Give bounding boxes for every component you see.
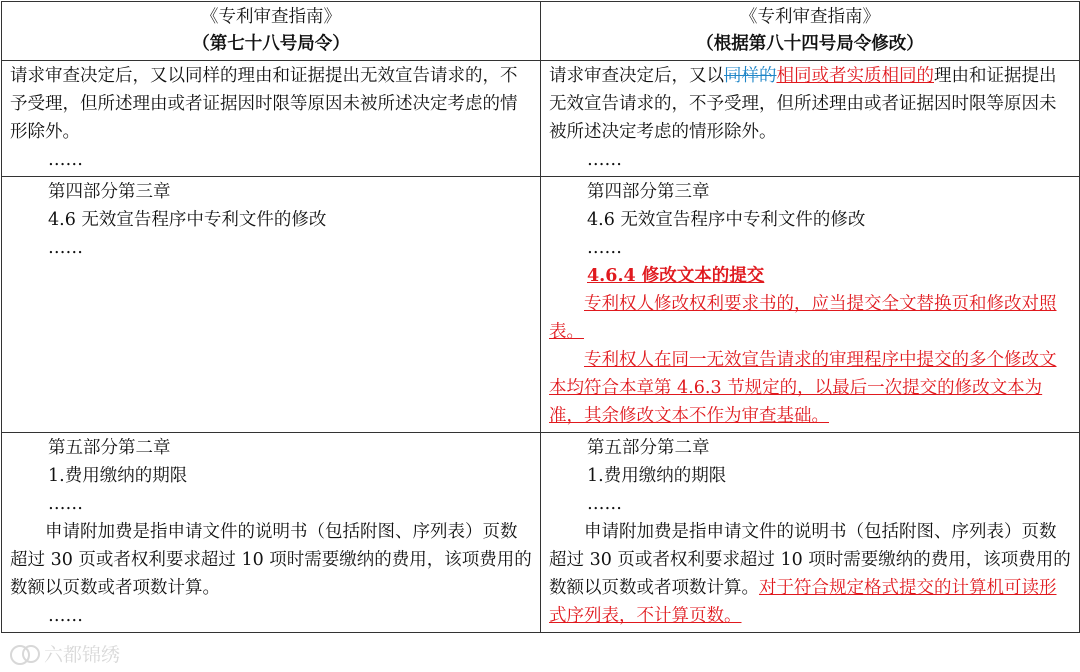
right-cell-row1 bbox=[541, 61, 1080, 177]
watermark bbox=[10, 640, 120, 666]
right-cell-row3 bbox=[541, 433, 1080, 633]
right-row3-text: 申请附加费是指申请文件的说明书（包括附图、序列表）页数超过 30 页或者权利要求超过 10 项时需要缴纳的费用，该项费用的数额以页数或者项数计算。 bbox=[549, 522, 1071, 598]
left-cell-row3 bbox=[2, 433, 541, 633]
table-row bbox=[2, 61, 1080, 177]
left-row2-ellipsis: …… bbox=[48, 238, 83, 258]
header-row bbox=[2, 2, 1080, 61]
watermark-logo-icon bbox=[10, 643, 40, 663]
new-paragraph-2: 专利权人在同一无效宣告请求的审理程序中提交的多个修改文本均符合本章第 4.6.3 节规定的，以最后一次提交的修改文本为准，其余修改文本不作为审查基础。 bbox=[549, 350, 1057, 426]
inserted-text: 相同或者实质相同的 bbox=[776, 66, 934, 86]
left-cell-row2 bbox=[2, 177, 541, 433]
table-row bbox=[2, 177, 1080, 433]
comparison-table bbox=[1, 1, 1080, 633]
left-row3-ellipsis-2: …… bbox=[48, 606, 83, 626]
new-section-heading: 4.6.4 修改文本的提交 bbox=[587, 266, 765, 286]
right-row2-ellipsis: …… bbox=[587, 238, 622, 258]
right-row1-post: 理由和证据提出无效宣告请求的，不予受理，但所述理由或者证据因时限等原因未被所述决定考虑的情形除外。 bbox=[549, 66, 1057, 142]
left-row2-section: 4.6 无效宣告程序中专利文件的修改 bbox=[48, 210, 327, 230]
right-row3-paragraph bbox=[549, 518, 1071, 630]
right-cell-row2 bbox=[541, 177, 1080, 433]
left-row2-part: 第四部分第三章 bbox=[48, 182, 171, 202]
left-row1-ellipsis: …… bbox=[48, 150, 83, 170]
table-row bbox=[2, 433, 1080, 633]
right-row3-part: 第五部分第二章 bbox=[587, 438, 710, 458]
left-cell-row1 bbox=[2, 61, 541, 177]
right-row1-ellipsis: …… bbox=[587, 150, 622, 170]
left-row3-section: 1.费用缴纳的期限 bbox=[48, 466, 188, 486]
right-header bbox=[541, 2, 1080, 61]
right-row3-ellipsis: …… bbox=[587, 494, 622, 514]
right-header-subtitle: （根据第八十四号局令修改） bbox=[696, 34, 924, 54]
right-row1-text bbox=[549, 62, 1071, 146]
left-row3-part: 第五部分第二章 bbox=[48, 438, 171, 458]
new-paragraph-1: 专利权人修改权利要求书的，应当提交全文替换页和修改对照表。 bbox=[549, 294, 1057, 342]
left-row1-text: 请求审查决定后，又以同样的理由和证据提出无效宣告请求的，不予受理，但所述理由或者证据因时限等原因未被所述决定考虑的情形除外。 bbox=[10, 66, 518, 142]
left-header bbox=[2, 2, 541, 61]
right-row3-section: 1.费用缴纳的期限 bbox=[587, 466, 727, 486]
left-header-title: 《专利审查指南》 bbox=[201, 7, 341, 27]
left-row3-ellipsis: …… bbox=[48, 494, 83, 514]
right-header-title: 《专利审查指南》 bbox=[740, 7, 880, 27]
right-row1-pre: 请求审查决定后，又以 bbox=[549, 66, 724, 86]
right-row2-part: 第四部分第三章 bbox=[587, 182, 710, 202]
inserted-text: 对于符合规定格式提交的计算机可读形式序列表，不计算页数。 bbox=[549, 578, 1057, 626]
watermark-text: 六都锦绣 bbox=[44, 643, 121, 666]
left-row3-paragraph: 申请附加费是指申请文件的说明书（包括附图、序列表）页数超过 30 页或者权利要求超过 10 项时需要缴纳的费用，该项费用的数额以页数或者项数计算。 bbox=[10, 522, 532, 598]
right-row2-section: 4.6 无效宣告程序中专利文件的修改 bbox=[587, 210, 866, 230]
left-header-subtitle: （第七十八号局令） bbox=[192, 34, 350, 54]
deleted-text: 同样的 bbox=[724, 66, 777, 86]
